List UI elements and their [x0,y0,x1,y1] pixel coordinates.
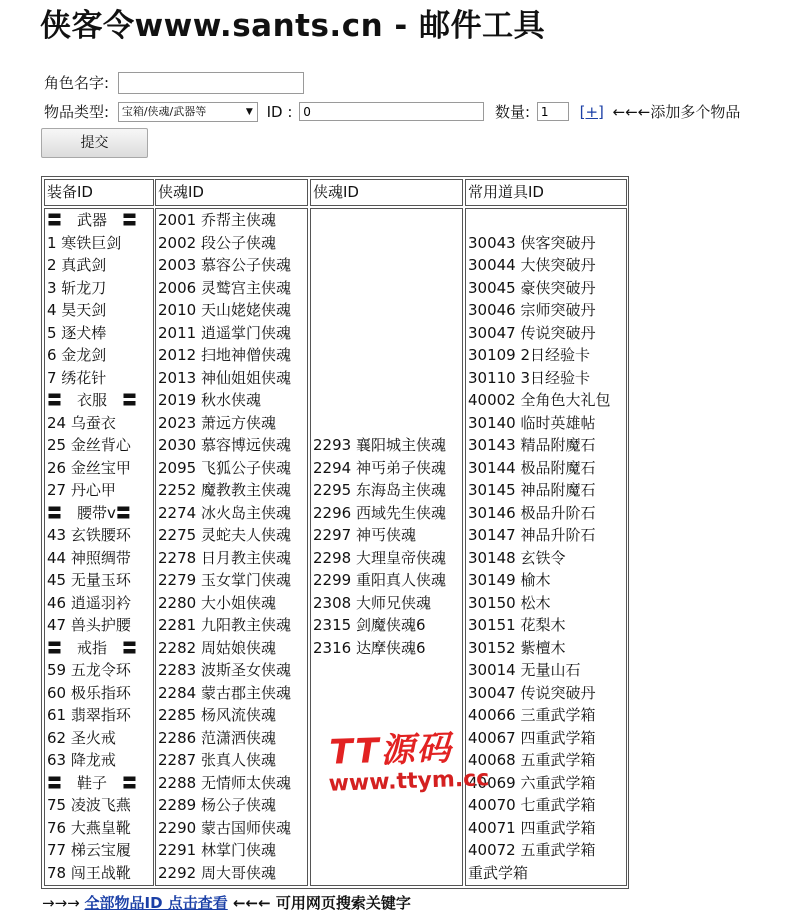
list-item: 26 金丝宝甲 [47,458,131,477]
list-spacer [313,209,462,232]
footer [42,893,411,913]
list-item: 40067 四重武学箱 [468,728,596,747]
list-item: 40070 七重武学箱 [468,796,596,814]
list-item: 2292 周大哥侠魂 [158,863,276,882]
table-header-soul-2: 侠魂ID [310,179,463,206]
list-item: 2283 波斯圣女侠魂 [158,661,291,679]
list-item: 2316 达摩侠魂6 [313,638,426,657]
list-item: 30151 花梨木 [468,616,566,634]
list-spacer [313,389,462,412]
list-item: 2030 慕容博远侠魂 [158,436,291,454]
list-item: 2282 周姑娘侠魂 [158,638,276,657]
all-items-link[interactable]: 全部物品ID 点击查看 [84,894,228,912]
role-name-label: 角色名字: [44,73,110,92]
list-item: 2295 东海岛主侠魂 [313,481,446,499]
list-item: 2003 慕容公子侠魂 [158,256,291,274]
list-item: 6 金龙剑 [47,346,107,364]
soul-list-2 [311,209,462,659]
list-item: 2308 大师兄侠魂 [313,593,431,612]
add-item-hint: ←←←添加多个物品 [612,102,741,121]
list-item: 77 梯云宝履 [47,841,131,859]
list-item: 2291 林掌门侠魂 [158,841,276,859]
list-item: 30148 玄铁令 [468,548,566,567]
list-item: 2279 玉女掌门侠魂 [158,571,291,589]
list-item: 重武学箱 [468,863,529,882]
list-item: 40068 五重武学箱 [468,751,596,769]
item-id-label: ID : [266,102,293,121]
list-item: 〓 戒指 〓 [47,638,138,657]
list-item: 2010 天山姥姥侠魂 [158,301,291,319]
table-header-props: 常用道具ID [465,179,627,206]
list-item: 〓 腰带v〓 [47,503,131,522]
list-spacer [313,412,462,435]
list-item: 3 斩龙刀 [47,278,107,297]
list-item: 47 兽头护腰 [47,616,131,634]
list-item: 1 寒铁巨剑 [47,233,122,252]
list-item: 2 真武剑 [47,256,107,274]
list-item: 2095 飞狐公子侠魂 [158,458,291,477]
list-item: 43 玄铁腰环 [47,526,131,544]
list-spacer [313,232,462,255]
quantity-input[interactable] [537,102,569,121]
list-item: 2023 萧远方侠魂 [158,413,276,432]
props-list [466,209,626,884]
list-item: 40071 四重武学箱 [468,818,596,837]
list-spacer [313,299,462,322]
list-spacer [313,367,462,390]
list-item: 45 无量玉环 [47,571,131,589]
list-item: 30043 侠客突破丹 [468,233,596,252]
list-item: 2006 灵鹫宫主侠魂 [158,278,291,297]
list-item: 30046 宗师突破丹 [468,301,596,319]
page-title: 侠客令www.sants.cn - 邮件工具 [40,8,546,44]
item-type-row [44,100,740,123]
list-item: 2274 冰火岛主侠魂 [158,503,291,522]
list-item: 〓 衣服 〓 [47,391,138,409]
list-item: 30045 豪侠突破丹 [468,278,596,297]
list-item: 2013 神仙姐姐侠魂 [158,368,291,387]
list-item: 63 降龙戒 [47,751,116,769]
item-type-selected: 宝箱/侠魂/武器等 [121,104,207,118]
watermark-url: www.ttym.cc [328,766,490,797]
list-item: 30152 紫檀木 [468,638,566,657]
list-item: 2299 重阳真人侠魂 [313,571,446,589]
list-item: 2011 逍遥掌门侠魂 [158,323,291,342]
soul-column [155,208,308,886]
list-item: 2001 乔帮主侠魂 [158,211,276,229]
list-item: 30044 大侠突破丹 [468,256,596,274]
list-item: 2002 段公子侠魂 [158,233,276,252]
item-id-input[interactable] [299,102,484,121]
list-spacer [313,322,462,345]
list-item: 30143 精品附魔石 [468,436,596,454]
list-item: 30147 神品升阶石 [468,526,596,544]
list-item: 5 逐犬棒 [47,323,107,342]
list-item: 2286 范潇洒侠魂 [158,728,276,747]
list-item: 2289 杨公子侠魂 [158,796,276,814]
list-item: 62 圣火戒 [47,728,116,747]
list-item: 40069 六重武学箱 [468,773,596,792]
list-item: 2315 剑魔侠魂6 [313,616,426,634]
list-item: 30047 传说突破丹 [468,323,596,342]
list-item: 30140 临时英雄帖 [468,413,596,432]
list-item: 2297 神丐侠魂 [313,526,416,544]
list-item: 2012 扫地神僧侠魂 [158,346,291,364]
list-item: 25 金丝背心 [47,436,131,454]
list-item: 44 神照绸带 [47,548,131,567]
footer-hint: ←←← 可用网页搜索关键字 [227,894,411,912]
list-item: 2275 灵蛇夫人侠魂 [158,526,291,544]
list-spacer [313,254,462,277]
list-item: 30110 3日经验卡 [468,368,591,387]
list-item: 24 乌蚕衣 [47,413,116,432]
soul-list [156,209,307,884]
list-item: 2278 日月教主侠魂 [158,548,291,567]
list-item: 30149 榆木 [468,571,551,589]
list-item: 78 闯王战靴 [47,863,131,882]
watermark-text: TT源码 [328,728,454,773]
role-name-input[interactable] [118,72,304,94]
table-header-soul: 侠魂ID [155,179,308,206]
list-item: 46 逍遥羽衿 [47,593,131,612]
footer-prefix: →→→ [42,894,85,912]
list-item: 7 绣花针 [47,368,107,387]
item-type-label: 物品类型: [44,102,110,121]
table-header-equipment: 装备ID [44,179,154,206]
list-spacer [313,344,462,367]
list-item: 〓 武器 〓 [47,211,138,229]
list-item: 40002 全角色大礼包 [468,391,611,409]
dropdown-arrow-icon: ▼ [245,106,253,117]
equipment-column [44,208,154,886]
list-item: 61 翡翠指环 [47,706,131,724]
add-item-link[interactable]: [+] [579,102,604,121]
list-item: 2293 襄阳城主侠魂 [313,436,446,454]
list-item: 2285 杨风流侠魂 [158,706,276,724]
list-item: 2290 蒙古国师侠魂 [158,818,291,837]
submit-button[interactable]: 提交 [41,128,148,158]
list-item: 27 丹心甲 [47,481,116,499]
list-item: 76 大燕皇靴 [47,818,131,837]
list-item: 59 五龙令环 [47,661,131,679]
list-item: 30150 松木 [468,593,551,612]
list-item: 〓 鞋子 〓 [47,773,138,792]
list-item: 2294 神丐弟子侠魂 [313,458,446,477]
list-item: 40066 三重武学箱 [468,706,596,724]
quantity-label: 数量: [494,102,531,121]
list-item: 2284 蒙古郡主侠魂 [158,683,291,702]
list-item: 2287 张真人侠魂 [158,751,276,769]
list-item: 2288 无情师太侠魂 [158,773,291,792]
list-item: 60 极乐指环 [47,683,131,702]
list-spacer [313,277,462,300]
list-item: 2296 西域先生侠魂 [313,503,446,522]
list-item: 30146 极品升阶石 [468,503,596,522]
list-item: 2280 大小姐侠魂 [158,593,276,612]
list-item: 2281 九阳教主侠魂 [158,616,291,634]
list-item: 30109 2日经验卡 [468,346,591,364]
list-item: 2019 秋水侠魂 [158,391,261,409]
list-item: 40072 五重武学箱 [468,841,596,859]
list-spacer [468,209,626,232]
role-name-row [44,71,304,94]
list-item: 30145 神品附魔石 [468,481,596,499]
list-item: 2298 大理皇帝侠魂 [313,548,446,567]
list-item: 4 昊天剑 [47,301,107,319]
list-item: 75 凌波飞燕 [47,796,131,814]
item-type-select[interactable] [118,102,258,122]
list-item: 2252 魔教教主侠魂 [158,481,291,499]
list-item: 30014 无量山石 [468,661,581,679]
list-item: 30047 传说突破丹 [468,683,596,702]
watermark-logo [327,727,489,803]
equipment-list [45,209,153,884]
list-item: 30144 极品附魔石 [468,458,596,477]
